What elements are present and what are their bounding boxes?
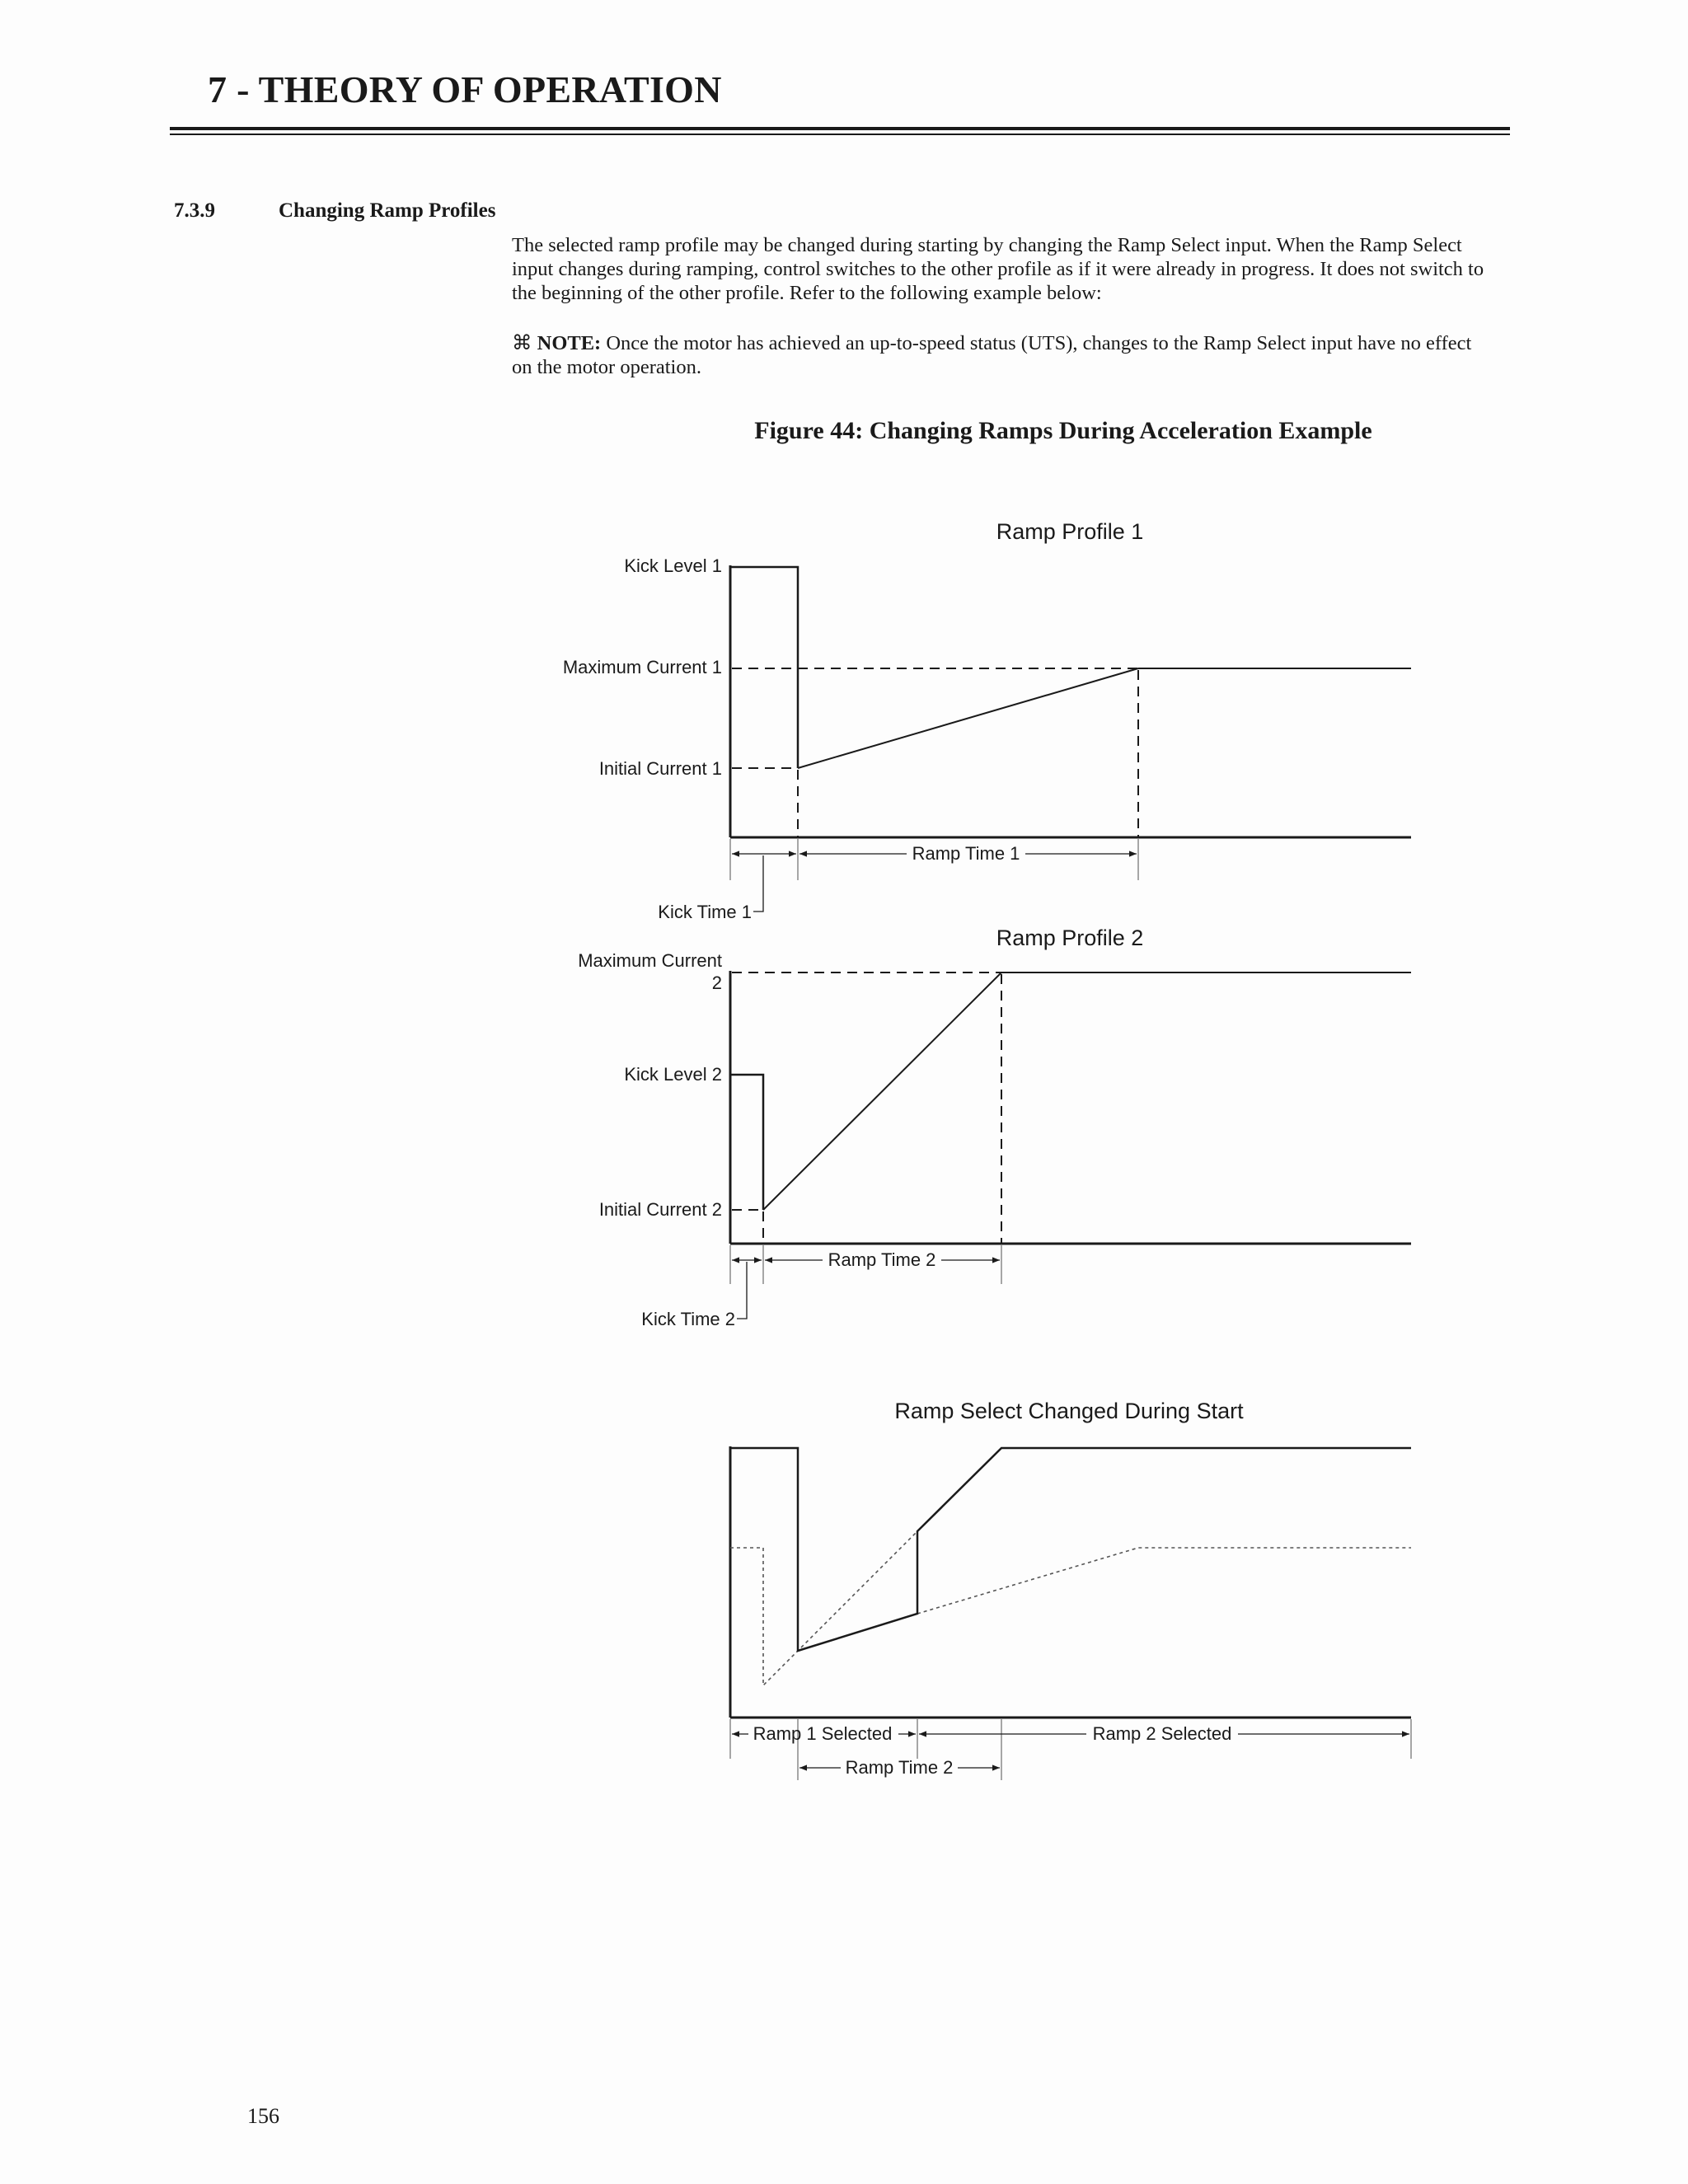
note-label: NOTE: [537, 332, 602, 354]
page-number: 156 [247, 2104, 279, 2128]
figure-caption: Figure 44: Changing Ramps During Acceleration Example [754, 417, 1372, 444]
ramp-profile-1-panel [563, 519, 1411, 922]
panel1-title: Ramp Profile 1 [996, 519, 1144, 544]
panel3-ramp1-selected-label: Ramp 1 Selected [753, 1723, 893, 1744]
panel1-kick-time-label: Kick Time 1 [658, 902, 752, 922]
panel1-initial-current-label: Initial Current 1 [598, 758, 722, 779]
panel2-title: Ramp Profile 2 [996, 926, 1144, 950]
panel2-ramp-time-label: Ramp Time 2 [828, 1249, 936, 1270]
panel2-kick-time-label: Kick Time 2 [641, 1309, 735, 1329]
panel2-kick-pulse [730, 1075, 763, 1210]
panel2-kick-time-leader [737, 1262, 747, 1319]
panel1-kick-time-leader [753, 855, 763, 912]
panel3-profile1-reference-dotted [917, 1548, 1411, 1614]
panel3-actual-current-trace [730, 1448, 1411, 1651]
panel2-max-current-label-line1: Maximum Current [578, 950, 722, 971]
panel2-initial-current-label: Initial Current 2 [598, 1199, 722, 1220]
section-number: 7.3.9 [174, 199, 215, 222]
ramp-select-changed-panel [730, 1399, 1411, 1780]
note-text: Once the motor has achieved an up-to-speed status (UTS), changes to the Ramp Select input have no effect on the motor operation. [512, 332, 1472, 378]
panel1-ramp-time-label: Ramp Time 1 [912, 843, 1020, 864]
section-paragraph: The selected ramp profile may be changed during starting by changing the Ramp Select input. When the Ramp Select input changes during ramping, control switches to the other profile as if it were already in progress. It does not switch to the beginning of the other profile. Refer to the following example below: [512, 234, 1484, 304]
panel3-ramp-time-label: Ramp Time 2 [845, 1757, 954, 1778]
ramp-profile-2-panel [578, 926, 1411, 1329]
panel2-max-current-label-line2: 2 [711, 972, 722, 993]
panel1-max-current-label: Maximum Current 1 [562, 657, 722, 677]
panel3-ramp2-selected-label: Ramp 2 Selected [1092, 1723, 1232, 1744]
panel1-kick-level-label: Kick Level 1 [624, 555, 722, 576]
panel1-ramp-line [798, 668, 1138, 768]
panel2-ramp-line [763, 972, 1001, 1210]
section-title: Changing Ramp Profiles [279, 199, 496, 222]
chapter-title: 7 - THEORY OF OPERATION [208, 68, 722, 110]
note-symbol-icon: ⌘ [512, 332, 532, 354]
panel3-profile2-reference-dotted [730, 1531, 917, 1685]
panel3-title: Ramp Select Changed During Start [894, 1399, 1244, 1423]
panel2-kick-level-label: Kick Level 2 [624, 1064, 722, 1085]
